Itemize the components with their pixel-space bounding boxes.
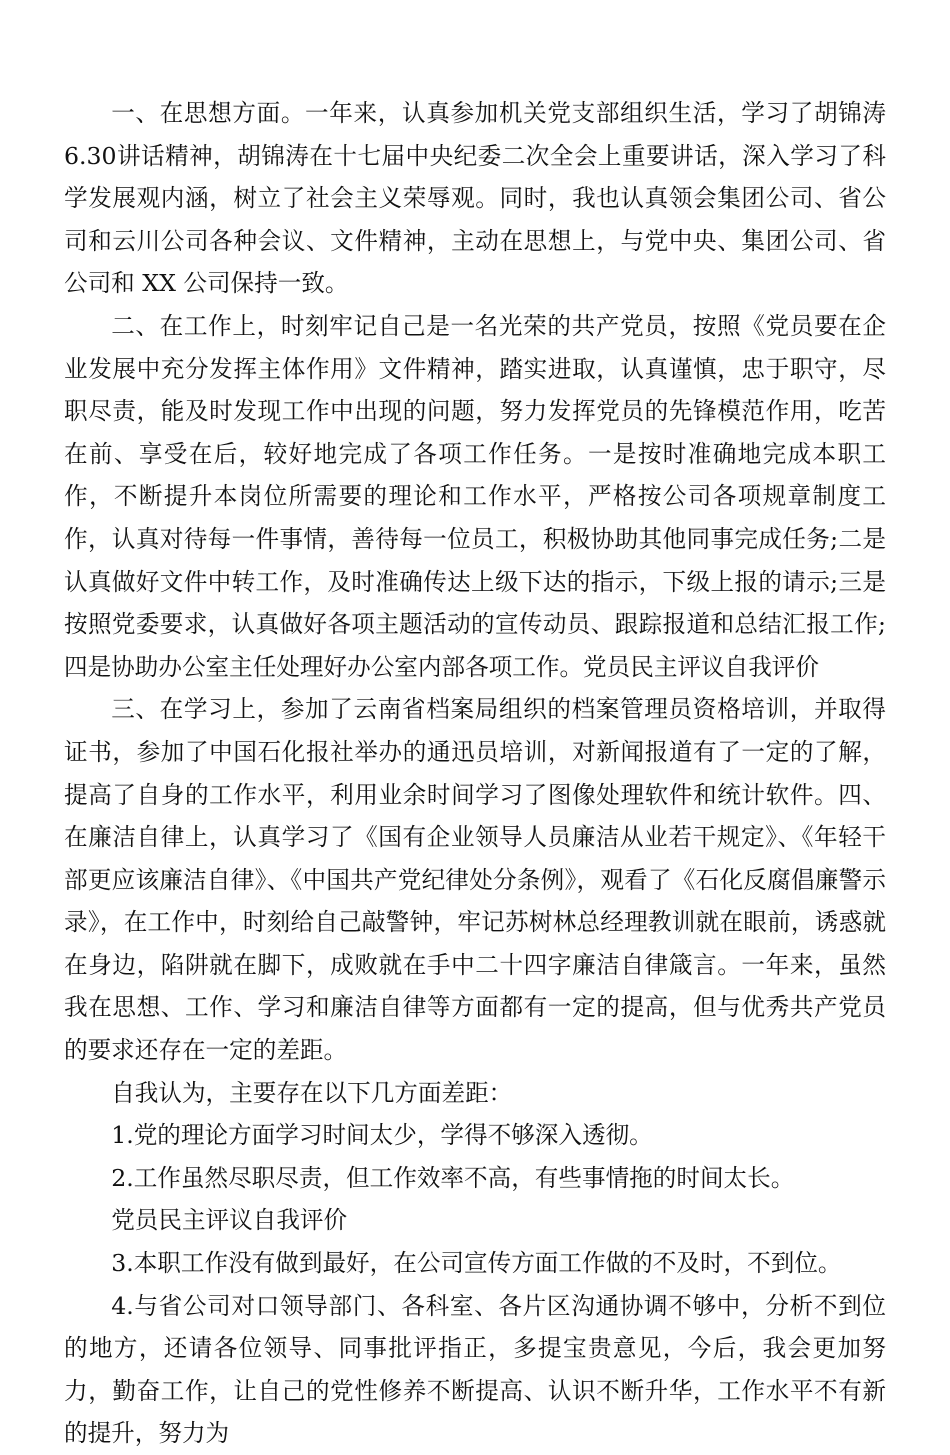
paragraph-thought: 一、在思想方面。一年来，认真参加机关党支部组织生活，学习了胡锦涛 6.30讲话精神，胡锦涛在十七届中央纪委二次全会上重要讲话，深入学习了科学发展观内涵，树立了社会主义荣辱观。同时，我也认真领会集团公司、省公司和云川公司各种会议、文件精神，主动在思想上，与党中央、集团公司、省公司和 XX 公司保持一致。	[64, 99, 886, 298]
paragraph-study: 三、在学习上，参加了云南省档案局组织的档案管理员资格培训，并取得证书，参加了中国石化报社举办的通迅员培训，对新闻报道有了一定的了解，提高了自身的工作水平，利用业余时间学习了图像处理软件和统计软件。四、在廉洁自律上，认真学习了《国有企业领导人员廉洁从业若干规定》、《年轻干部更应该廉洁自律》、《中国共产党纪律处分条例》，观看了《石化反腐倡廉警示录》，在工作中，时刻给自己敲警钟，牢记苏树林总经理教训就在眼前，诱惑就在身边，陷阱就在脚下，成败就在手中二十四字廉洁自律箴言。一年来，虽然我在思想、工作、学习和廉洁自律等方面都有一定的提高，但与优秀共产党员的要求还存在一定的差距。	[64, 695, 886, 1065]
paragraph-heading-repeat: 党员民主评议自我评价	[111, 1206, 348, 1235]
paragraph-gap-3: 3.本职工作没有做到最好，在公司宣传方面工作做的不及时，不到位。	[111, 1249, 842, 1278]
paragraph-gap-1: 1.党的理论方面学习时间太少，学得不够深入透彻。	[111, 1121, 653, 1150]
paragraph-gaps-intro: 自我认为，主要存在以下几方面差距：	[111, 1078, 513, 1107]
paragraph-gap-4: 4.与省公司对口领导部门、各科室、各片区沟通协调不够中，分析不到位的地方，还请各位领导、同事批评指正，多提宝贵意见，今后，我会更加努力，勤奋工作，让自己的党性修养不断提高、认识不断升华，工作水平不有新的提升，努力为	[64, 1291, 886, 1448]
paragraph-work: 二、在工作上，时刻牢记自己是一名光荣的共产党员，按照《党员要在企业发展中充分发挥主体作用》文件精神，踏实进取，认真谨慎，忠于职守，尽职尽责，能及时发现工作中出现的问题，努力发挥党员的先锋模范作用，吃苦在前、享受在后，较好地完成了各项工作任务。一是按时准确地完成本职工作，不断提升本岗位所需要的理论和工作水平，严格按公司各项规章制度工作，认真对待每一件事情，善待每一位员工，积极协助其他同事完成任务;二是认真做好文件中转工作，及时准确传达上级下达的指示，下级上报的请示;三是按照党委要求，认真做好各项主题活动的宣传动员、跟踪报道和总结汇报工作;四是协助办公室主任处理好办公室内部各项工作。党员民主评议自我评价	[64, 311, 886, 681]
paragraph-gap-2: 2.工作虽然尽职尽责，但工作效率不高，有些事情拖的时间太长。	[111, 1163, 795, 1192]
